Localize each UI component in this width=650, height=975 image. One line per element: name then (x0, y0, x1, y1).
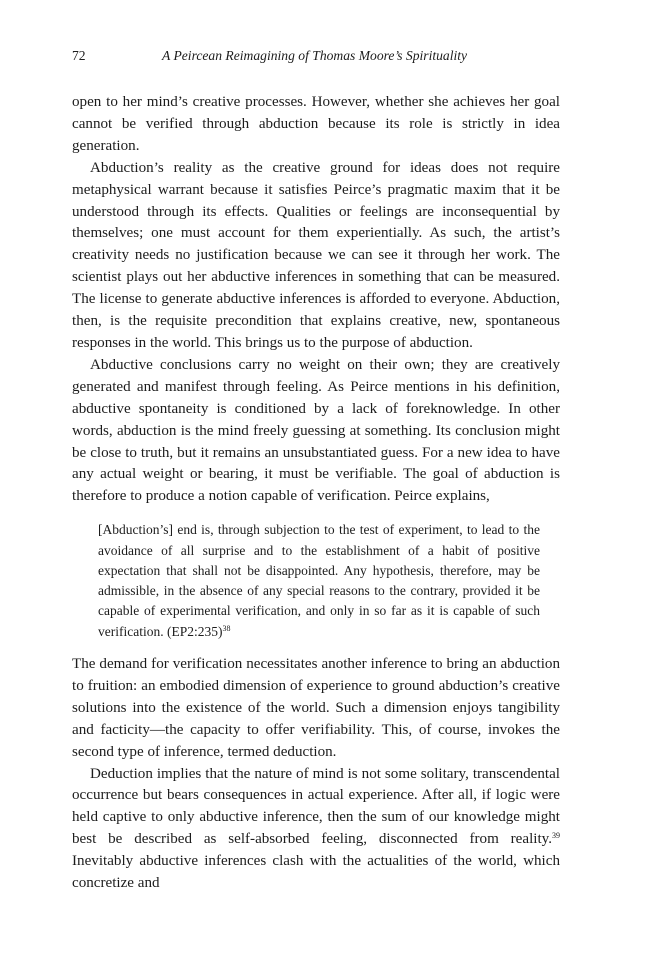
paragraph-5 (72, 764, 560, 895)
block-quote (98, 520, 540, 642)
book-page (72, 46, 560, 895)
paragraph-4: The demand for verification necessitates another inference to bring an abduction to fruition: an embodied dimension of experience to ground abduction’s creative solutions into the existence of the world. Such a dimension enjoys tangibility and facticity—the capacity to offer verifiability. This, of course, invokes the second type of inference, termed deduction. (72, 656, 560, 760)
block-quote-text: [Abduction’s] end is, through subjection to the test of experiment, to lead to the avoidance of all surprise and to the establishment of a habit of positive expectation that shall not be disappointed. Any hypothesis, therefore, may be admissible, in the absence of any special reasons to the contrary, provided it be capable of experimental verification, and only in so far as it is capable of such verification. (EP2:235) (98, 522, 540, 639)
footnote-ref-38[interactable]: 38 (222, 623, 231, 633)
paragraph-2: Abduction’s reality as the creative ground for ideas does not require metaphysical warrant because it satisfies Peirce’s pragmatic maxim that it be understood through its effects. Qualities or feelings are inconsequential by themselves; one must account for them experientially. As such, the artist’s creativity needs no justification because we can see it through her work. The scientist plays out her abductive inferences in something that can be measured. The license to generate abductive inferences is afforded to everyone. Abduction, then, is the requisite precondition that explains creative, new, spontaneous responses in the world. This brings us to the purpose of abduction. (72, 159, 560, 351)
body-text (72, 92, 560, 895)
paragraph-1: open to her mind’s creative processes. However, whether she achieves her goal cannot be verified through abduction because its role is strictly in idea generation. (72, 94, 560, 154)
paragraph-5-text-a: Deduction implies that the nature of mind is not some solitary, transcendental occurrence but bears consequences in actual experience. After all, if logic were held captive to only abductive inference, then the sum of our knowledge might best be described as self-absorbed feeling, disconnected from reality. (72, 765, 560, 848)
paragraph-5-text-b: Inevitably abductive inferences clash with the actualities of the world, which concretize and (72, 853, 560, 892)
running-title: A Peircean Reimagining of Thomas Moore’s Spirituality (162, 48, 468, 63)
footnote-ref-39[interactable]: 39 (552, 831, 560, 841)
running-head (72, 46, 560, 66)
paragraph-3: Abductive conclusions carry no weight on their own; they are creatively generated and manifest through feeling. As Peirce mentions in his definition, abductive spontaneity is conditioned by a lack of foreknowledge. In other words, abduction is the mind freely guessing at something. Its conclusion might be close to truth, but it remains an unsubstantiated guess. For a new idea to have any actual weight or bearing, it must be verifiable. The goal of abduction is therefore to produce a notion capable of verification. Peirce explains, (72, 356, 560, 505)
page-number: 72 (72, 48, 86, 63)
